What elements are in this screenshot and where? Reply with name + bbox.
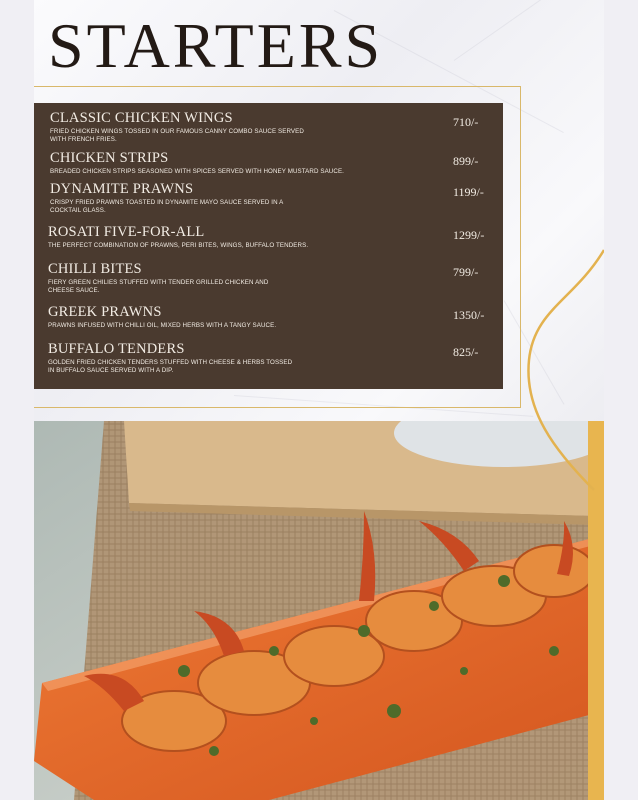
item-name: BUFFALO TENDERS — [48, 341, 185, 357]
menu-item — [48, 261, 268, 295]
food-photo — [34, 421, 604, 800]
item-description — [50, 168, 344, 176]
item-description — [50, 128, 304, 144]
item-price: 825/- — [453, 345, 479, 359]
menu-item — [48, 224, 308, 250]
item-price: 799/- — [453, 265, 479, 279]
item-description — [48, 279, 268, 295]
item-price: 1299/- — [453, 228, 485, 242]
menu-item — [50, 110, 304, 144]
grilled-prawns-image — [34, 421, 604, 800]
item-price: 710/- — [453, 115, 479, 129]
item-description-line: FRIED CHICKEN WINGS TOSSED IN OUR FAMOUS CANNY COMBO SAUCE SERVED — [50, 128, 304, 135]
menu-item — [48, 341, 292, 375]
item-name: CHICKEN STRIPS — [50, 150, 169, 166]
item-description — [50, 199, 283, 215]
item-description — [48, 242, 308, 250]
item-name: GREEK PRAWNS — [48, 304, 162, 320]
item-name: CLASSIC CHICKEN WINGS — [50, 110, 233, 126]
item-description-line: COCKTAIL GLASS. — [50, 207, 106, 214]
item-description-line: IN BUFFALO SAUCE SERVED WITH A DIP. — [48, 367, 174, 374]
menu-item — [50, 181, 283, 215]
page-title: STARTERS — [48, 10, 384, 81]
item-name: ROSATI FIVE-FOR-ALL — [48, 224, 205, 240]
item-description — [48, 359, 292, 375]
item-description — [48, 322, 276, 330]
item-price: 1199/- — [453, 185, 484, 199]
paper-crease — [454, 0, 604, 61]
item-description-line: CRISPY FRIED PRAWNS TOASTED IN DYNAMITE MAYO SAUCE SERVED IN A — [50, 199, 284, 206]
item-description-line: CHEESE SAUCE. — [48, 287, 100, 294]
item-price: 899/- — [453, 154, 479, 168]
item-price: 1350/- — [453, 308, 485, 322]
gold-accent-bar — [588, 421, 604, 800]
menu-item — [48, 304, 276, 330]
item-description-line: THE PERFECT COMBINATION OF PRAWNS, PERI BITES, WINGS, BUFFALO TENDERS. — [48, 242, 309, 249]
menu-item — [50, 150, 344, 176]
item-description-line: PRAWNS INFUSED WITH CHILLI OIL, MIXED HERBS WITH A TANGY SAUCE. — [48, 322, 277, 329]
item-description-line: GOLDEN FRIED CHICKEN TENDERS STUFFED WITH CHEESE & HERBS TOSSED — [48, 359, 293, 366]
item-description-line: BREADED CHICKEN STRIPS SEASONED WITH SPICES SERVED WITH HONEY MUSTARD SAUCE. — [50, 168, 344, 175]
item-description-line: WITH FRENCH FRIES. — [50, 136, 117, 143]
item-name: DYNAMITE PRAWNS — [50, 181, 194, 197]
item-name: CHILLI BITES — [48, 261, 142, 277]
item-description-line: FIERY GREEN CHILIES STUFFED WITH TENDER GRILLED CHICKEN AND — [48, 279, 269, 286]
menu-page — [34, 0, 604, 800]
